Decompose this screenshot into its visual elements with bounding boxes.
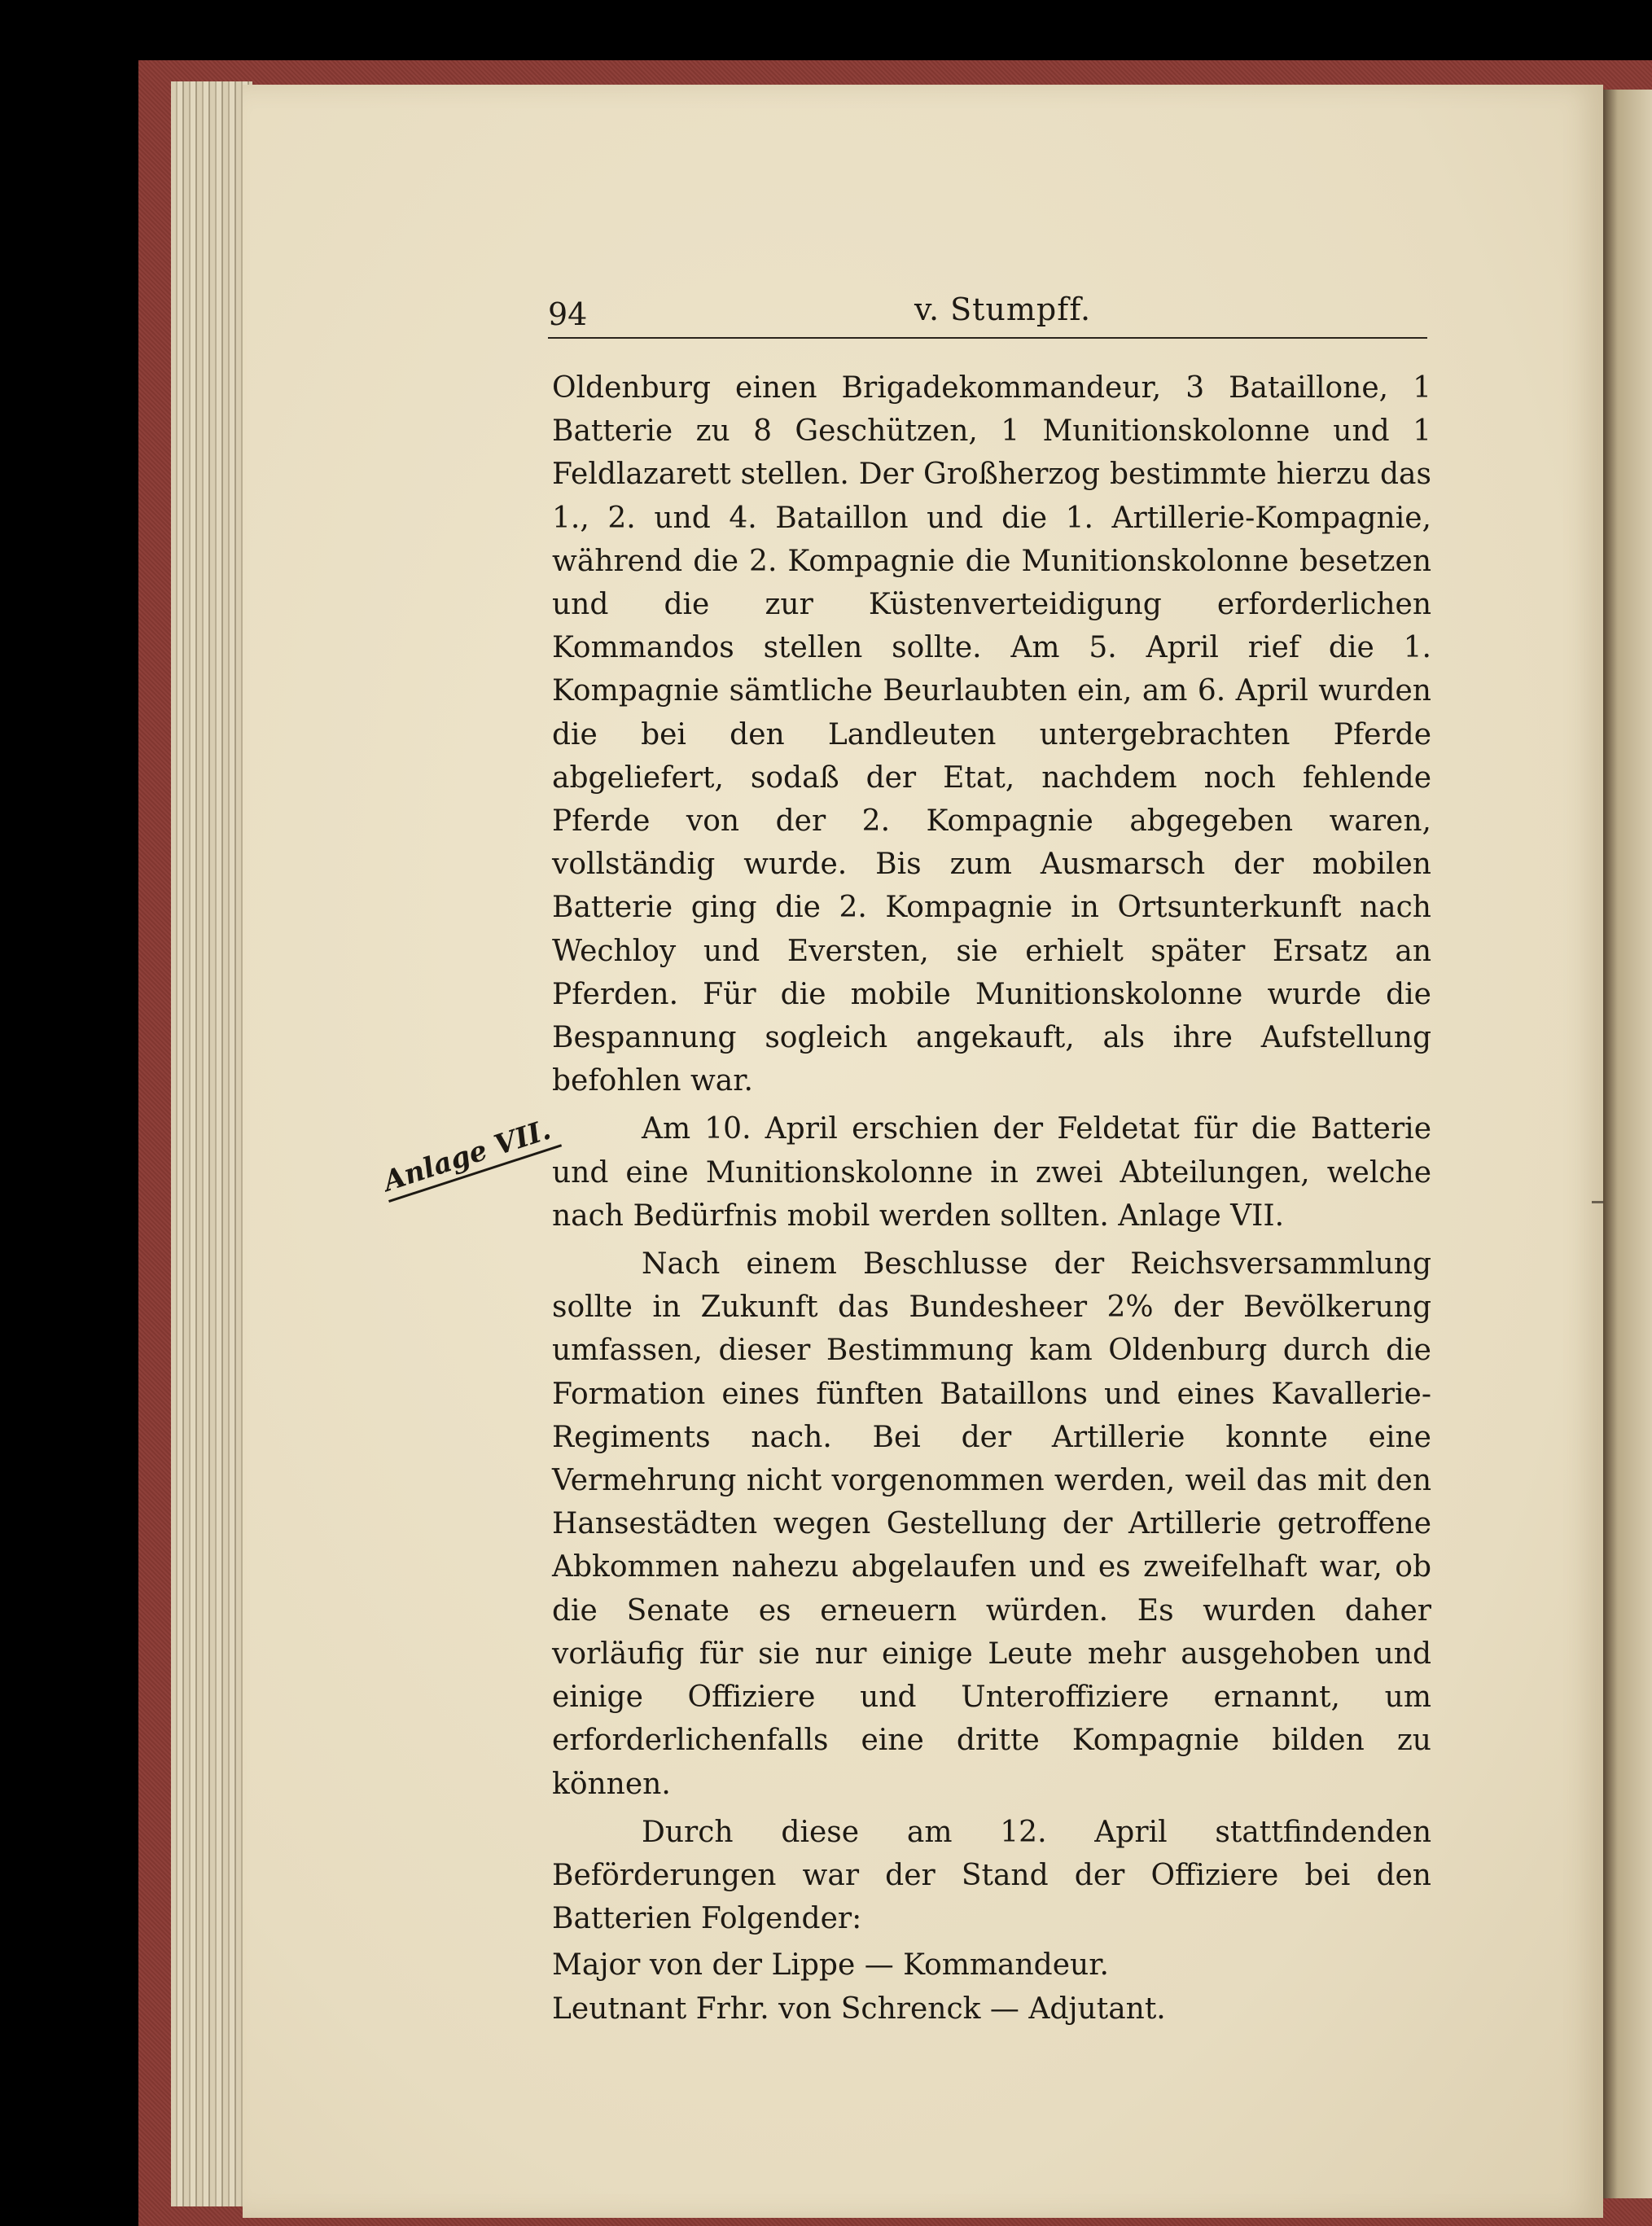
page-speck bbox=[1592, 1201, 1603, 1203]
page-header bbox=[548, 291, 1427, 339]
paragraph-4: Durch diese am 12. April stattfindenden Beförderungen war der Stand der Offiziere bei den Batterien Folgender: bbox=[552, 1815, 1431, 1936]
body-text bbox=[552, 366, 1431, 2031]
running-head: v. Stumpff. bbox=[914, 291, 1092, 327]
paragraph-1: Oldenburg einen Brigadekommandeur, 3 Bataillone, 1 Batterie zu 8 Geschützen, 1 Munitionskolonne und 1 Feldlazarett stellen. Der Großherzog bestimmte hierzu das 1., 2. und 4. Bataillon und die 1. Artillerie-Kompagnie, während die 2. Kompagnie die Munitionskolonne besetzen und die zur Küstenverteidigung erforderlichen Kommandos stellen sollte. Am 5. April rief die 1. Kompagnie sämtliche Beurlaubten ein, am 6. April wurden die bei den Landleuten untergebrachten Pferde abgeliefert, sodaß der Etat, nachdem noch fehlende Pferde von der 2. Kompagnie abgegeben waren, vollständig wurde. Bis zum Ausmarsch der mobilen Batterie ging die 2. Kompagnie in Ortsunterkunft nach Wechloy und Eversten, sie erhielt später Ersatz an Pferden. Für die mobile Munitionskolonne wurde die Bespannung sogleich angekauft, als ihre Aufstellung befohlen war. bbox=[552, 371, 1431, 1098]
page-edges bbox=[171, 81, 252, 2206]
page-number: 94 bbox=[548, 296, 588, 332]
paragraph-2: Am 10. April erschien der Feldetat für die Batterie und eine Munitionskolonne in zwei Abteilungen, welche nach Bedürfnis mobil werden sollten. Anlage VII. bbox=[552, 1112, 1431, 1233]
facing-page-edge bbox=[1603, 90, 1652, 2198]
officer-entry: Leutnant Frhr. von Schrenck — Adjutant. bbox=[552, 1992, 1166, 2026]
officer-entry: Major von der Lippe — Kommandeur. bbox=[552, 1948, 1109, 1983]
margin-note-annex: Anlage VII. bbox=[378, 1111, 562, 1203]
paragraph-3: Nach einem Beschlusse der Reichsversammlung sollte in Zukunft das Bundesheer 2% der Bevölkerung umfassen, dieser Bestimmung kam Oldenburg durch die Formation eines fünften Bataillons und eines Kavallerie-Regiments nach. Bei der Artillerie konnte eine Vermehrung nicht vorgenommen werden, weil das mit den Hansestädten wegen Gestellung der Artillerie getroffene Abkommen nahezu abgelaufen und es zweifelhaft war, ob die Senate es erneuern würden. Es wurden daher vorläufig für sie nur einige Leute mehr ausgehoben und einige Offiziere und Unteroffiziere ernannt, um erforderlichenfalls eine dritte Kompagnie bilden zu können. bbox=[552, 1247, 1431, 1801]
